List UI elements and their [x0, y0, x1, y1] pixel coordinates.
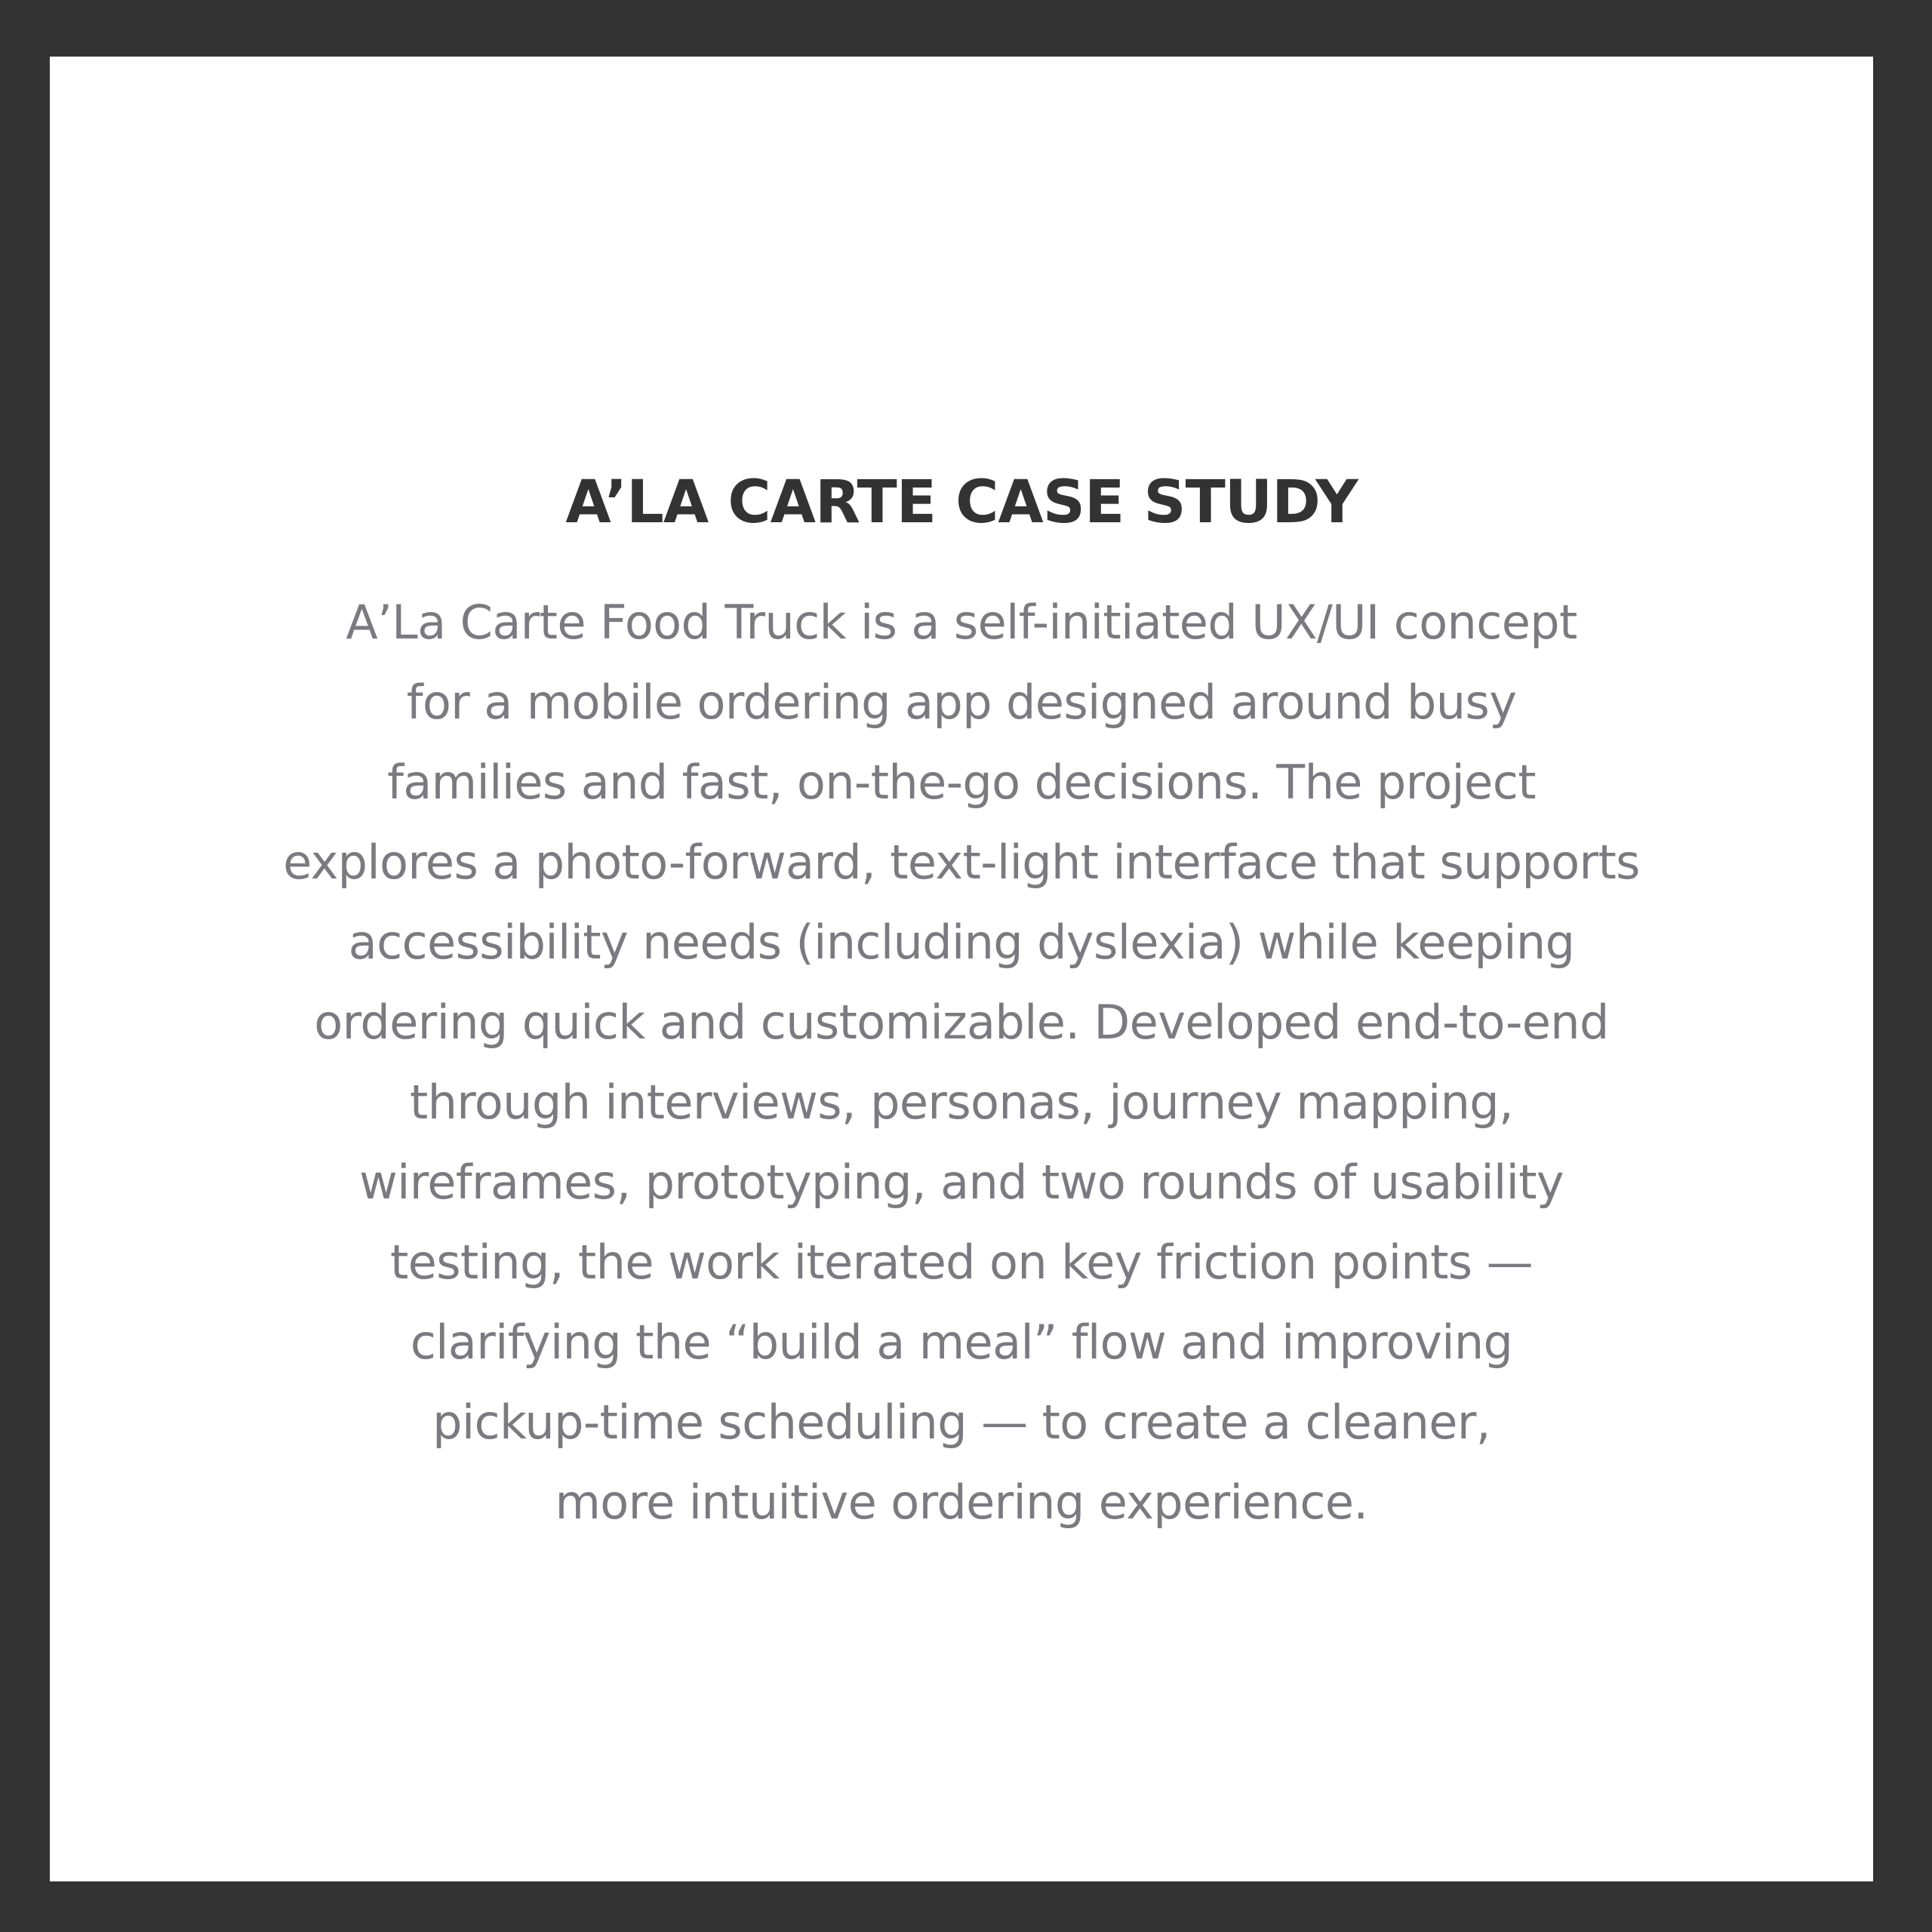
description-line: testing, the work iterated on key friction points — [389, 1234, 1534, 1290]
description-line: families and fast, on-the-go decisions. The project [387, 754, 1536, 810]
description-line: pickup-time scheduling — to create a cleaner, [432, 1394, 1491, 1450]
description-line: more intuitive ordering experience. [555, 1474, 1368, 1530]
case-study-panel [50, 57, 1873, 1881]
description-line: A’La Carte Food Truck is a self-initiated UX/UI concept [346, 594, 1577, 650]
description-line: clarifying the “build a meal” flow and improving [410, 1314, 1513, 1370]
case-study-description [50, 583, 1873, 1543]
description-line: explores a photo-forward, text-light interface that supports [283, 834, 1640, 890]
case-study-title: A’LA CARTE CASE STUDY [565, 469, 1358, 537]
description-line: through interviews, personas, journey mapping, [409, 1074, 1514, 1130]
description-line: wireframes, prototyping, and two rounds of usability [359, 1154, 1564, 1210]
description-line: ordering quick and customizable. Developed end-to-end [314, 994, 1609, 1050]
description-line: accessibility needs (including dyslexia) while keeping [348, 914, 1575, 970]
case-study-content [50, 468, 1873, 1543]
description-line: for a mobile ordering app designed around busy [406, 674, 1517, 730]
